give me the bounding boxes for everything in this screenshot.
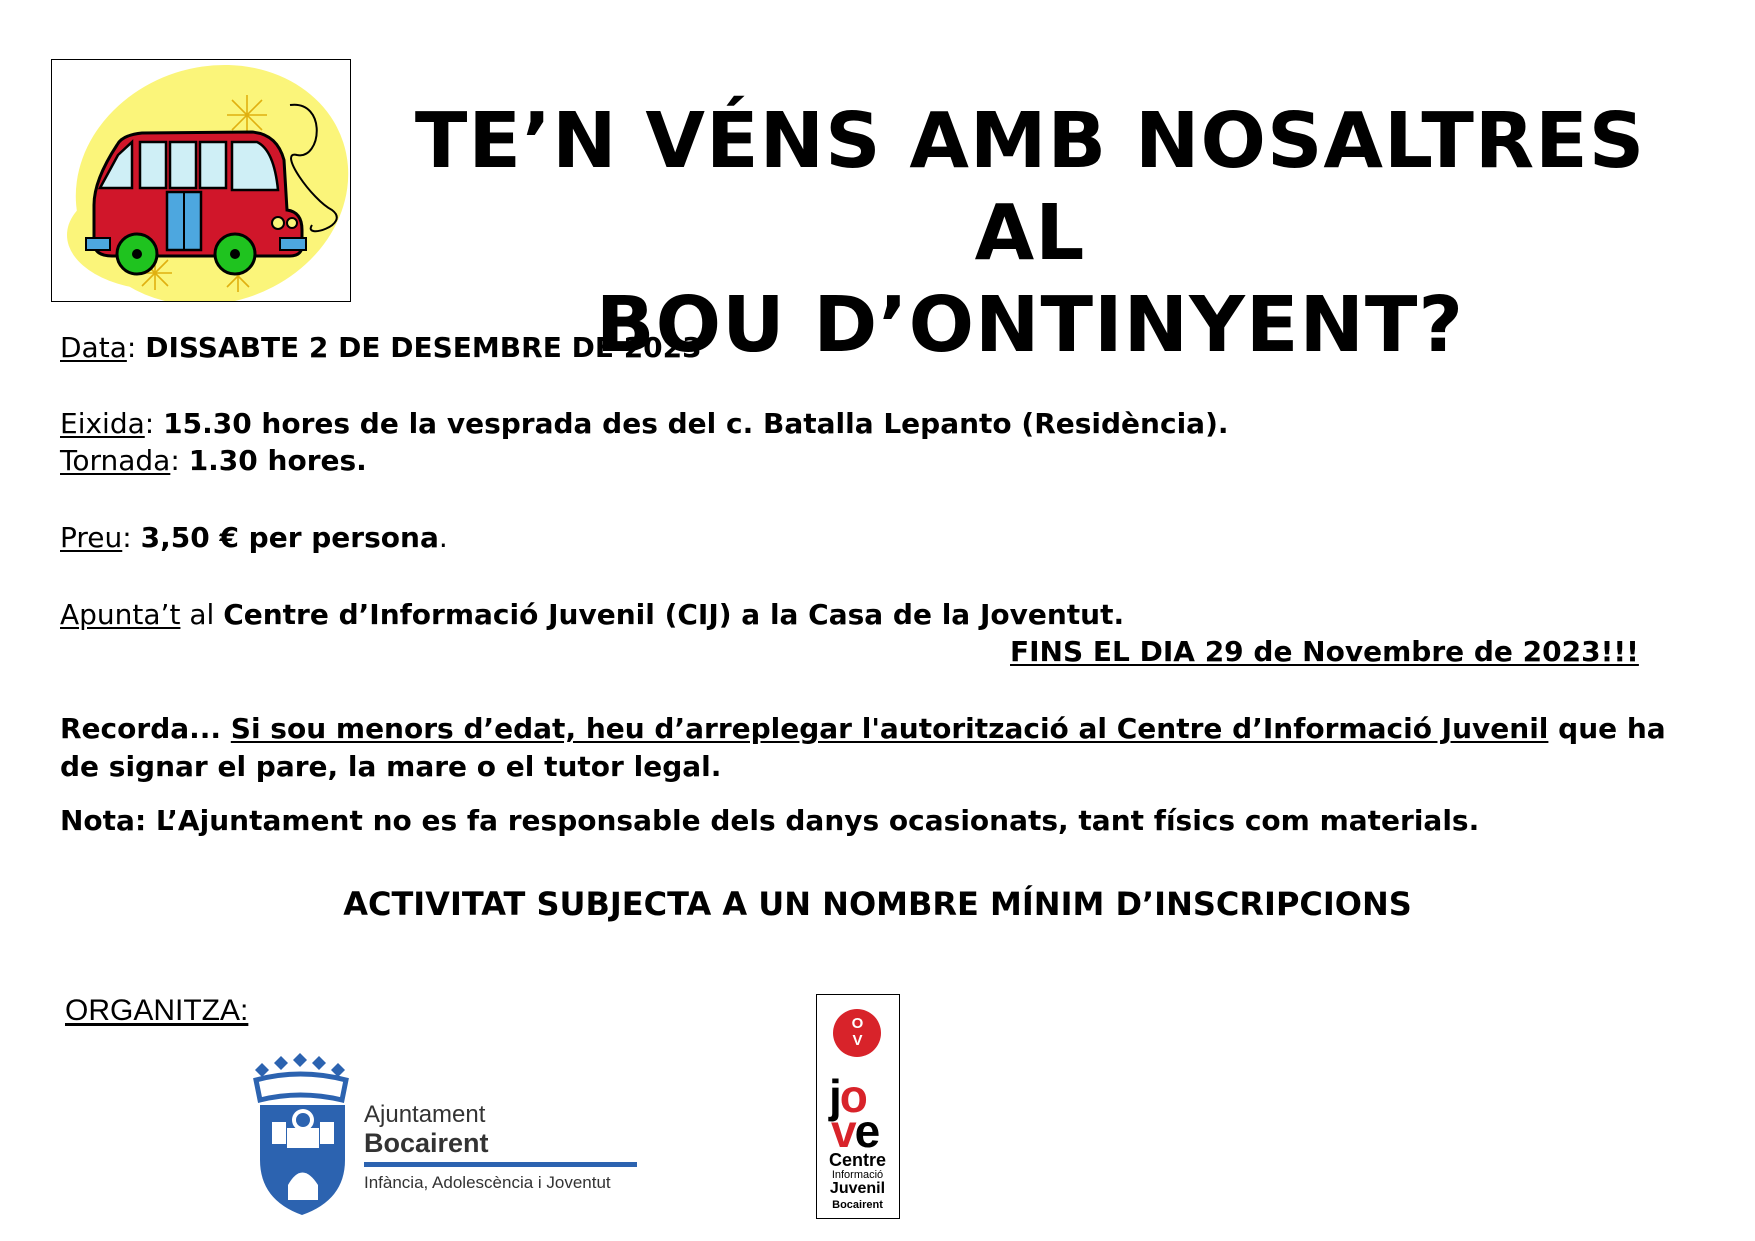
signup-connector: al bbox=[189, 598, 215, 631]
jove-juvenil-text: Juvenil bbox=[829, 1180, 886, 1197]
return-value: 1.30 hores. bbox=[188, 444, 367, 477]
ajuntament-name-line-2: Bocairent bbox=[364, 1128, 489, 1158]
deadline-text: FINS EL DIA 29 de Novembre de 2023!!! bbox=[1010, 635, 1639, 668]
signup-line bbox=[60, 597, 1124, 633]
jove-place-text: Bocairent bbox=[832, 1199, 883, 1211]
disclaimer-note: Nota: L’Ajuntament no es fa responsable dels danys ocasionats, tant físics com materials. bbox=[60, 804, 1480, 837]
organizer-label: ORGANITZA: bbox=[65, 994, 249, 1027]
return-label: Tornada bbox=[60, 444, 171, 477]
title-line-1: TE’N VÉNS AMB NOSALTRES AL bbox=[414, 97, 1646, 278]
centre-jove-logo bbox=[816, 994, 900, 1219]
jove-jo-text: jo bbox=[829, 1070, 866, 1122]
ov-badge-text: OV bbox=[849, 1015, 866, 1049]
signup-label: Apunta’t bbox=[60, 598, 181, 631]
departure-value: 15.30 hores de la vesprada des del c. Batalla Lepanto (Residència). bbox=[163, 407, 1229, 440]
signup-value: Centre d’Informació Juvenil (CIJ) a la Casa de la Joventut. bbox=[223, 598, 1125, 631]
bus-illustration bbox=[51, 59, 351, 302]
price-value: 3,50 € per persona bbox=[140, 521, 439, 554]
departure-line: Eixida: 15.30 hores de la vesprada des del c. Batalla Lepanto (Residència). bbox=[60, 407, 1229, 440]
coat-of-arms-icon bbox=[250, 1050, 360, 1220]
price-label: Preu bbox=[60, 521, 123, 554]
reminder-lead: Recorda... bbox=[60, 712, 222, 745]
ajuntament-name-line-1: Ajuntament bbox=[364, 1101, 486, 1128]
jove-ve-text: ve bbox=[831, 1105, 879, 1157]
ajuntament-divider bbox=[364, 1162, 637, 1167]
title-line-2: BOU D’ONTINYENT? bbox=[595, 281, 1465, 370]
jove-informacio-text: Informació bbox=[831, 1169, 884, 1181]
minimum-registrations-notice: ACTIVITAT SUBJECTA A UN NOMBRE MÍNIM D’INSCRIPCIONS bbox=[343, 885, 1412, 923]
reminder-line-1 bbox=[60, 711, 1666, 747]
jove-centre-text: Centre bbox=[828, 1150, 886, 1170]
reminder-tail: que ha bbox=[1558, 712, 1666, 745]
date-line: Data: DISSABTE 2 DE DESEMBRE DE 2023 bbox=[60, 331, 702, 364]
ov-badge-icon bbox=[833, 1009, 881, 1057]
reminder-underlined: Si sou menors d’edat, heu d’arreplegar l'autorització al Centre d’Informació Juvenil bbox=[230, 712, 1549, 745]
departure-label: Eixida bbox=[60, 407, 145, 440]
reminder-line-2: de signar el pare, la mare o el tutor legal. bbox=[60, 750, 722, 783]
date-value: DISSABTE 2 DE DESEMBRE DE 2023 bbox=[145, 331, 702, 364]
ajuntament-subtitle: Infància, Adolescència i Joventut bbox=[364, 1173, 611, 1192]
bus-icon bbox=[52, 60, 351, 302]
return-line: Tornada: 1.30 hores. bbox=[60, 444, 367, 477]
date-label: Data bbox=[60, 331, 127, 364]
price-line: Preu: 3,50 € per persona. bbox=[60, 521, 448, 554]
